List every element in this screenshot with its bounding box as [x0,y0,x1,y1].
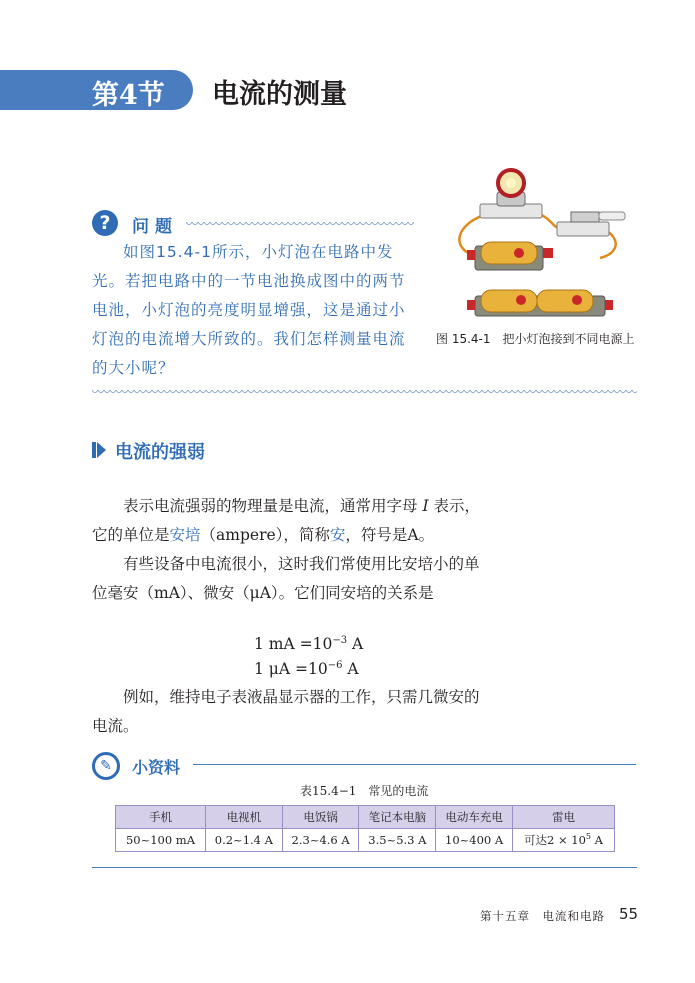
switch-handle [599,212,625,220]
question-icon: ? [92,210,118,236]
info-label: 小资料 [132,758,181,777]
symbol-i: I [422,497,429,515]
table-cell: 0.2~1.4 A [205,829,282,852]
formula-ma [254,635,363,653]
book-icon: ✎ [92,752,120,780]
question-paragraph [92,238,412,383]
paragraph-definition [92,492,492,550]
section-heading: 电流的强弱 [115,442,205,463]
cell-unit: A [591,833,603,847]
current-table [115,805,615,852]
figure-caption: 图 15.4-1 把小灯泡接到不同电源上 [436,332,635,346]
battery-plus-icon [516,295,526,305]
example-text: 例如，维持电子表液晶显示器的工作，只需几微安的电流。 [92,688,480,735]
paragraph-units [92,550,492,608]
table-cell: 2.3~4.6 A [282,829,359,852]
term-an: 安 [329,526,346,544]
text-run: （ampere），简称 [200,526,330,544]
info-divider [193,764,636,765]
section-number-tab [0,70,193,110]
formula-unit: A [342,660,359,679]
text-run: 表示电流强弱的物理量是电流，通常用字母 [123,497,423,515]
table-cell: 10~400 A [436,829,513,852]
question-text: 如图15.4-1所示，小灯泡在电路中发光。若把电路中的一节电池换成图中的两节电池，小灯泡的亮度明显增强，这是通过小灯泡的电流增大所致的。我们怎样测量电流的大小呢？ [92,243,406,377]
battery-terminal [543,248,553,258]
wavy-divider-bottom [92,390,637,396]
table-header: 电饭锅 [282,806,359,829]
formula-text: 1 mA =10 [254,635,333,654]
battery-icon [481,242,537,264]
units-text: 有些设备中电流很小，这时我们常使用比安培小的单位毫安（mA）、微安（μA）。它们同安培的关系是 [92,555,480,602]
table-header: 雷电 [512,806,614,829]
formula-exponent: −6 [327,660,343,671]
battery-terminal [467,300,475,310]
circuit-figure [445,168,635,326]
bulb-glow [506,178,516,188]
text-run: 表示，它的单位是 [92,497,480,544]
table-header: 笔记本电脑 [359,806,436,829]
formula-ua [254,660,359,678]
table-row [116,829,615,852]
section-number: 第4节 [92,80,165,111]
question-label: 问题 [132,217,178,237]
table-cell: 50~100 mA [116,829,206,852]
formula-unit: A [347,635,364,654]
page-number: 55 [619,905,639,923]
battery-plus-icon [514,248,524,258]
table-header-row [116,806,615,829]
heading-bar-icon [92,442,96,458]
wavy-divider-top [186,222,414,228]
cell-exponent: 5 [585,832,591,842]
table-cell-lightning [512,829,614,852]
cell-text: 可达2 × 10 [524,833,586,847]
table-header: 电动车充电 [436,806,513,829]
battery-terminal [605,300,613,310]
battery-plus-icon [572,295,582,305]
formula-exponent: −3 [332,635,348,646]
paragraph-example [92,683,492,741]
table-header: 手机 [116,806,206,829]
battery-icon [481,290,537,312]
table-cell: 3.5~5.3 A [359,829,436,852]
heading-arrow-icon [97,442,106,458]
bottom-divider [92,867,637,868]
text-run: ，符号是A。 [345,526,435,544]
table-caption: 表15.4−1 常见的电流 [300,784,429,798]
term-ampere: 安培 [169,526,201,544]
table-header: 电视机 [205,806,282,829]
battery-terminal [467,250,475,260]
formula-text: 1 μA =10 [254,660,328,679]
switch-lever [571,212,599,222]
battery-icon [537,290,593,312]
page-title: 电流的测量 [212,79,347,110]
switch-base [557,222,609,236]
chapter-footer: 第十五章 电流和电路 [480,909,605,923]
